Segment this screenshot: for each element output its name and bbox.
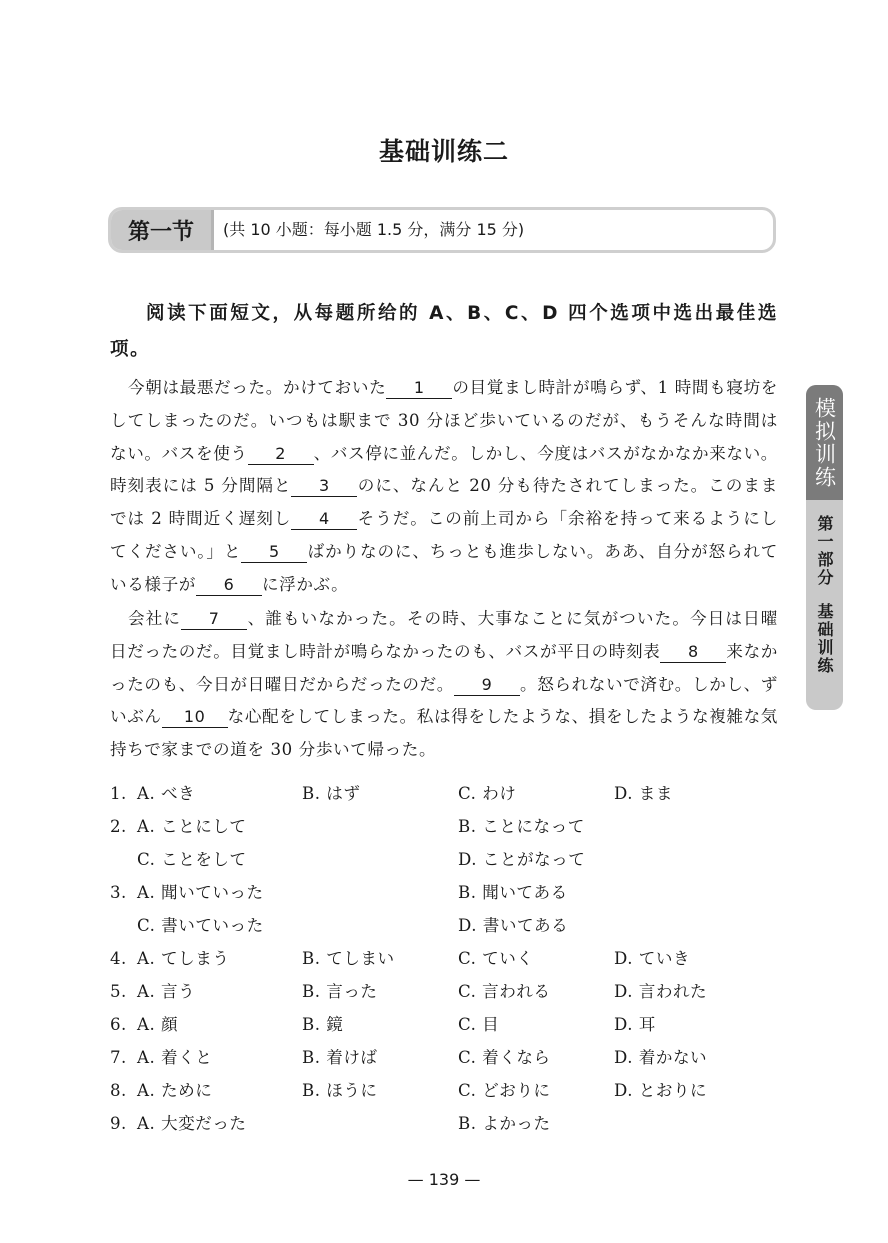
passage-text: な心配をしてしまった。私は得をしたような、損をしたような複雑な気持ちで家までの道を 30 分歩いて帰った。 <box>110 707 778 760</box>
passage-text: 。怒られないで済む。しかし、ずいぶん <box>110 674 778 727</box>
question-number: 5. <box>110 982 127 1001</box>
blank-5: 5 <box>241 542 307 563</box>
option-b: B. よかった <box>458 1114 551 1133</box>
option-a: A. てしまう <box>137 949 230 968</box>
option-c: C. どおりに <box>458 1081 551 1100</box>
option-b: B. 言った <box>302 982 378 1001</box>
blank-6: 6 <box>196 575 262 596</box>
option-c: C. 言われる <box>458 982 551 1001</box>
blank-9: 9 <box>454 675 520 696</box>
side-tab-title: 模拟训练 <box>806 385 843 500</box>
blank-4: 4 <box>291 509 357 530</box>
blank-3: 3 <box>291 476 357 497</box>
passage-text: 来なかったのも、今日が日曜日だからだったのだ。 <box>110 641 778 694</box>
passage-text: そうだ。この前上司から「余裕を持って来るようにしてください。」と <box>110 509 778 561</box>
option-c: C. 目 <box>458 1015 500 1034</box>
blank-10: 10 <box>162 707 228 728</box>
instruction-text: 阅读下面短文，从每题所给的 A、B、C、D 四个选项中选出最佳选项。 <box>110 303 778 360</box>
passage-text: 、バス停に並んだ。しかし、今度はバスがなかなか来ない。時刻表には 5 分間隔と <box>110 443 778 496</box>
option-d: D. 耳 <box>614 1015 656 1034</box>
option-d: D. まま <box>614 784 673 803</box>
option-a: A. ために <box>137 1081 213 1100</box>
passage-text: 会社に <box>128 609 182 628</box>
option-d: D. 書いてある <box>458 916 569 935</box>
section-tag: 第一节 <box>111 210 214 250</box>
question-number: 6. <box>110 1015 127 1034</box>
side-chapter-tab <box>806 385 843 710</box>
option-c: C. 書いていった <box>137 916 264 935</box>
question-number: 1. <box>110 784 127 803</box>
option-b: B. 着けば <box>302 1048 378 1067</box>
blank-1: 1 <box>386 378 452 399</box>
section-header <box>108 207 776 253</box>
option-a: A. ことにして <box>137 817 247 836</box>
question-number: 4. <box>110 949 127 968</box>
passage-text: に浮かぶ。 <box>261 574 349 594</box>
option-a: A. 聞いていった <box>137 883 264 902</box>
option-c: C. わけ <box>458 784 517 803</box>
option-d: D. 言われた <box>614 982 708 1001</box>
option-d: D. 着かない <box>614 1048 708 1067</box>
question-number: 9. <box>110 1114 127 1133</box>
question-number: 7. <box>110 1048 127 1067</box>
option-b: B. はず <box>302 784 361 803</box>
option-b: B. ことになって <box>458 817 585 836</box>
side-tab-sub: 基础训练 <box>815 603 834 675</box>
option-c: C. 着くなら <box>458 1048 551 1067</box>
option-a: A. べき <box>137 784 196 803</box>
option-b: B. 聞いてある <box>458 883 568 902</box>
blank-7: 7 <box>181 609 247 630</box>
passage-paragraph-2 <box>110 603 778 767</box>
option-d: D. ことがなって <box>458 850 586 869</box>
blank-8: 8 <box>660 642 726 663</box>
page-number: — 139 — <box>407 1170 481 1189</box>
option-a: A. 着くと <box>137 1048 213 1067</box>
blank-2: 2 <box>248 444 314 465</box>
option-c: C. ことをして <box>137 850 247 869</box>
passage-paragraph-1 <box>110 372 778 602</box>
question-number: 2. <box>110 817 127 836</box>
option-d: D. とおりに <box>614 1081 708 1100</box>
question-number: 3. <box>110 883 127 902</box>
side-tab-section <box>806 505 843 705</box>
option-b: B. てしまい <box>302 949 395 968</box>
option-b: B. ほうに <box>302 1081 378 1100</box>
section-note: (共 10 小题：每小题 1.5 分，满分 15 分) <box>223 220 525 239</box>
page-title: 基础训练二 <box>378 137 509 166</box>
side-tab-part: 第一部分 <box>815 515 834 587</box>
option-a: A. 大変だった <box>137 1114 247 1133</box>
option-a: A. 言う <box>137 982 196 1001</box>
question-number: 8. <box>110 1081 127 1100</box>
passage-text: ばかりなのに、ちっとも進歩しない。ああ、自分が怒られている様子が <box>110 541 779 594</box>
option-d: D. ていき <box>614 949 691 968</box>
option-b: B. 鏡 <box>302 1015 344 1034</box>
option-a: A. 顔 <box>137 1015 179 1034</box>
option-c: C. ていく <box>458 949 534 968</box>
passage-text: 、誰もいなかった。その時、大事なことに気がついた。今日は日曜日だったのだ。目覚まし時計が鳴らなかったのも、バスが平日の時刻表 <box>110 609 778 661</box>
passage-text: 今朝は最悪だった。かけておいた <box>128 378 387 397</box>
passage-text: のに、なんと 20 分も待たされてしまった。このままでは 2 時間近く遅刻し <box>110 476 779 529</box>
passage-text: の目覚まし時計が鳴らず、1 時間も寝坊をしてしまったのだ。いつもは駅まで 30 分ほど歩いているのだが、もうそんな時間はない。バスを使う <box>110 378 779 463</box>
